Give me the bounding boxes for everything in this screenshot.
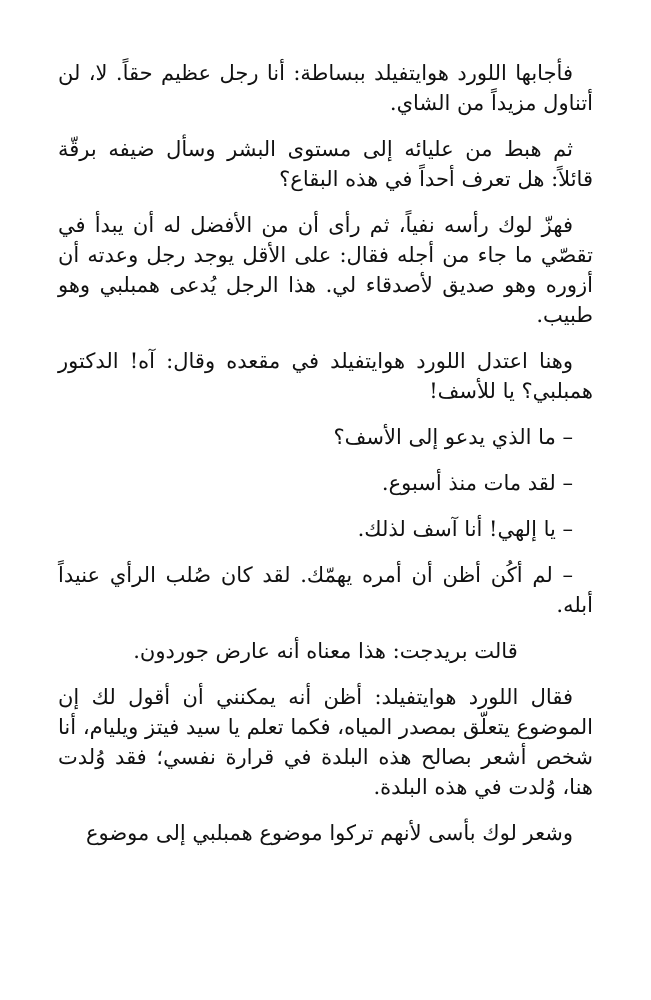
paragraph-7: وشعر لوك بأسى لأنهم تركوا موضوع همبلبي إلى موضوع bbox=[85, 821, 573, 845]
paragraph-4: وهنا اعتدل اللورد هوايتفيلد في مقعده وقال: آه! الدكتور همبلبي؟ يا للأسف! bbox=[58, 349, 593, 403]
dialogue-line-2: – لقد مات منذ أسبوع. bbox=[381, 471, 573, 495]
paragraph-3: فهزّ لوك رأسه نفياً، ثم رأى أن من الأفضل له أن يبدأ في تقصّي ما جاء من أجله فقال: على الأقل يوجد رجل وعدته أن أزوره وهو صديق لأصدقاء لي. هذا الرجل يُدعى همبلبي وهو طبيب. bbox=[58, 213, 593, 327]
dialogue-line-1: – ما الذي يدعو إلى الأسف؟ bbox=[333, 425, 573, 449]
paragraph-5: قالت بريدجت: هذا معناه أنه عارض جوردون. bbox=[133, 639, 518, 663]
paragraph-1: فأجابها اللورد هوايتفيلد ببساطة: أنا رجل عظيم حقاً. لا، لن أتناول مزيداً من الشاي. bbox=[58, 61, 593, 115]
dialogue-line-3: – يا إلهي! أنا آسف لذلك. bbox=[357, 517, 573, 541]
paragraph-2: ثم هبط من عليائه إلى مستوى البشر وسأل ضيفه برقّة قائلاً: هل تعرف أحداً في هذه البقاع؟ bbox=[58, 137, 593, 191]
dialogue-line-4: – لم أكُن أظن أن أمره يهمّك. لقد كان صُلب الرأي عنيداً أبله. bbox=[58, 563, 593, 617]
document-page bbox=[58, 58, 593, 864]
paragraph-6: فقال اللورد هوايتفيلد: أظن أنه يمكنني أن أقول لك إن الموضوع يتعلّق بمصدر المياه، فكما تعلم يا سيد فيتز ويليام، أنا شخص أشعر بصالح هذه البلدة في قرارة نفسي؛ فقد وُلدت هنا، وُلدت في هذه البلدة. bbox=[58, 685, 593, 799]
